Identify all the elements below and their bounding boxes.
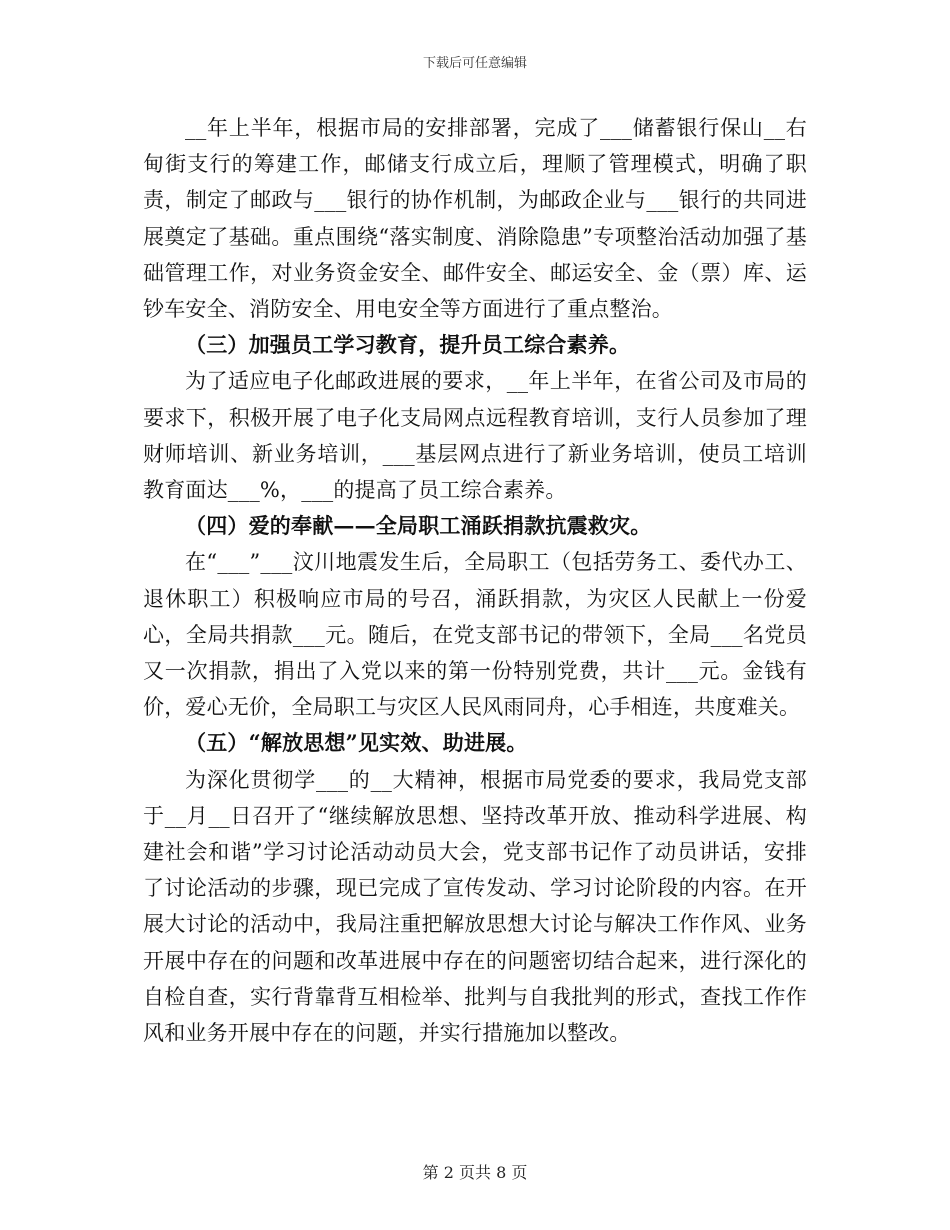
- section-heading-5: （五）“解放思想”见实效、助进展。: [185, 730, 528, 756]
- paragraph-3: 在“___”___汶川地震发生后，全局职工（包括劳务工、委代办工、退休职工）积极响应市局的号召，涌跃捐款，为灾区人民献上一份爱心，全局共捐款___元。随后，在党支部书记的带领下，全局___名党员又一次捐款，捐出了入党以来的第一份特别党费，共计___元。金钱有价，爱心无价，全局职工与灾区人民风雨同舟，心手相连，共度难关。: [143, 550, 807, 720]
- paragraph-4: 为深化贯彻学___的__大精神，根据市局党委的要求，我局党支部于__月__日召开了“继续解放思想、坚持改革开放、推动科学进展、构建社会和谐”学习讨论活动动员大会，党支部书记作了动员讲话，安排了讨论活动的步骤，现已完成了宣传发动、学习讨论阶段的内容。在开展大讨论的活动中，我局注重把解放思想大讨论与解决工作作风、业务开展中存在的问题和改革进展中存在的问题密切结合起来，进行深化的自检自查，实行背靠背互相检举、批判与自我批判的形式，查找工作作风和业务开展中存在的问题，并实行措施加以整改。: [143, 767, 807, 1046]
- page-number-footer: 第 2 页共 8 页: [422, 1163, 528, 1182]
- paragraph-1: __年上半年，根据市局的安排部署，完成了___储蓄银行保山__右甸街支行的筹建工作，邮储支行成立后，理顺了管理模式，明确了职责，制定了邮政与___银行的协作机制，为邮政企业与___银行的共同进展奠定了基础。重点围绕“落实制度、消除隐患”专项整治活动加强了基础管理工作，对业务资金安全、邮件安全、邮运安全、金（票）库、运钞车安全、消防安全、用电安全等方面进行了重点整治。: [143, 116, 807, 322]
- section-heading-3: （三）加强员工学习教育，提升员工综合素养。: [185, 332, 631, 358]
- page-header: 下载后可任意编辑: [422, 56, 527, 71]
- section-heading-4: （四）爱的奉献——全局职工涌跃捐款抗震救灾。: [185, 513, 652, 539]
- document-body: [143, 110, 807, 1051]
- paragraph-2: 为了适应电子化邮政进展的要求，__年上半年，在省公司及市局的要求下，积极开展了电子化支局网点远程教育培训，支行人员参加了理财师培训、新业务培训，___基层网点进行了新业务培训，使员工培训教育面达___%，___的提高了员工综合素养。: [143, 369, 807, 503]
